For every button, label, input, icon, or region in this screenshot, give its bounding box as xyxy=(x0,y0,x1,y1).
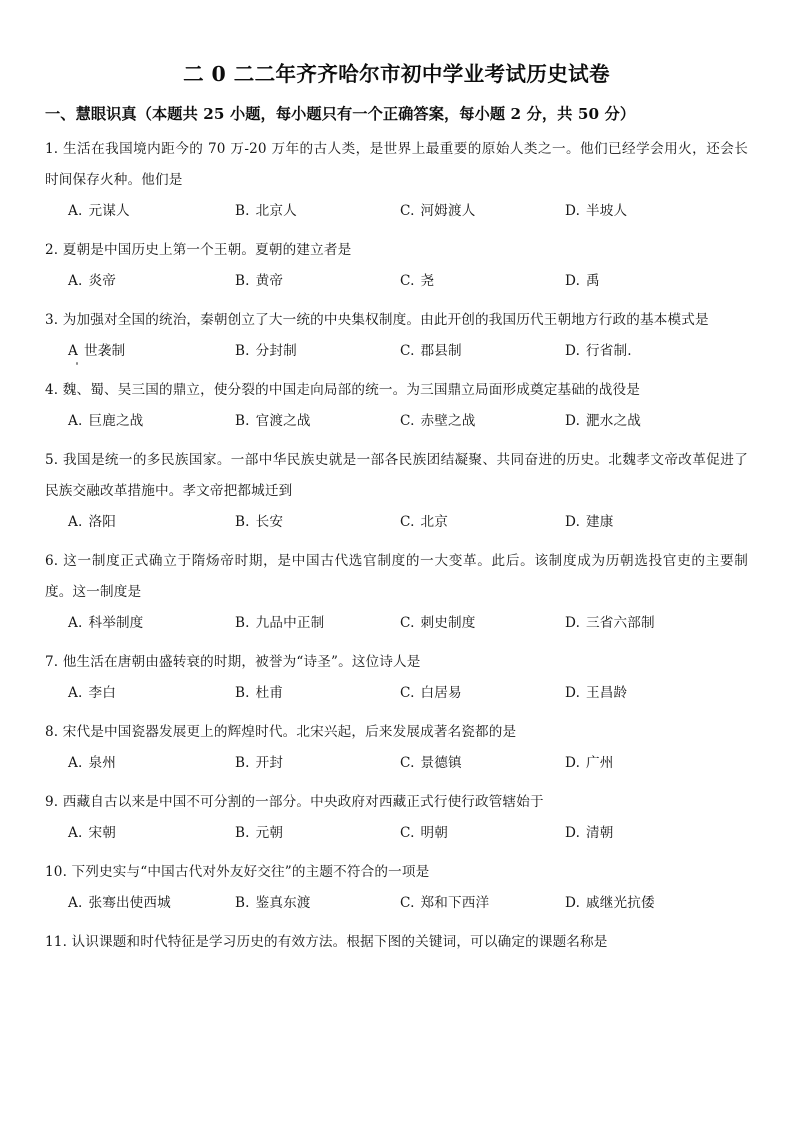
option-row xyxy=(45,266,748,297)
option-row xyxy=(45,748,748,779)
answer-option[interactable] xyxy=(565,678,627,709)
answer-option[interactable] xyxy=(565,507,614,538)
option-text: 泉州 xyxy=(88,754,116,771)
option-letter: A. xyxy=(68,824,83,841)
option-letter: B. xyxy=(235,202,250,219)
option-text: 明朝 xyxy=(420,824,449,841)
option-text: 元朝 xyxy=(255,824,284,841)
option-letter: A xyxy=(68,342,78,359)
option-letter: C. xyxy=(400,342,415,359)
option-letter: B. xyxy=(235,684,250,701)
answer-option[interactable] xyxy=(68,406,143,437)
option-letter: B. xyxy=(235,754,250,771)
option-letter: C. xyxy=(400,754,415,771)
option-text: 清朝 xyxy=(586,824,614,841)
answer-option[interactable] xyxy=(235,678,283,709)
question-item xyxy=(45,639,748,709)
option-text: 巨鹿之战 xyxy=(88,412,144,429)
option-row xyxy=(45,507,748,538)
question-stem: 5. 我国是统一的多民族国家。一部中华民族史就是一部各民族团结凝聚、共同奋进的历史。北魏孝文帝改革促进了民族交融改革措施中。孝文帝把都城迁到 xyxy=(45,451,748,499)
answer-option[interactable] xyxy=(68,608,143,639)
answer-option[interactable] xyxy=(565,608,655,639)
option-letter: C. xyxy=(400,894,415,911)
option-text: 广州 xyxy=(586,754,614,771)
option-letter: B. xyxy=(235,824,250,841)
option-row xyxy=(45,406,748,437)
option-text: 炎帝 xyxy=(88,272,116,289)
scan-artifact-dot xyxy=(76,362,78,365)
option-text: 李白 xyxy=(88,684,116,701)
question-item xyxy=(45,919,748,958)
option-row xyxy=(45,608,748,639)
option-letter: C. xyxy=(400,614,415,631)
option-letter: D. xyxy=(565,342,581,359)
option-letter: C. xyxy=(400,202,415,219)
option-text: 长安 xyxy=(255,513,284,530)
option-letter: A. xyxy=(68,272,83,289)
question-stem: 6. 这一制度正式确立于隋炀帝时期，是中国古代选官制度的一大变革。此后。该制度成为历朝选投官吏的主要制度。这一制度是 xyxy=(45,552,748,600)
option-text: 九品中正制 xyxy=(255,614,325,631)
option-text: 尧 xyxy=(420,272,435,289)
option-text: 官渡之战 xyxy=(255,412,311,429)
question-stem: 2. 夏朝是中国历史上第一个王朝。夏朝的建立者是 xyxy=(45,241,352,258)
option-text: 郡县制 xyxy=(420,342,462,359)
option-row xyxy=(45,888,748,919)
option-text: 白居易 xyxy=(420,684,462,701)
option-text: 禹 xyxy=(586,272,600,289)
option-text: 景德镇 xyxy=(420,754,462,771)
answer-option[interactable] xyxy=(235,888,311,919)
option-letter: A. xyxy=(68,684,83,701)
option-text: 戚继光抗倭 xyxy=(586,894,655,911)
option-text: 张骞出使西城 xyxy=(88,894,171,911)
option-letter: B. xyxy=(235,614,250,631)
answer-option[interactable] xyxy=(235,818,283,849)
option-text: 行省制. xyxy=(586,342,632,359)
answer-option[interactable] xyxy=(565,266,600,297)
option-text: 河姆渡人 xyxy=(420,202,476,219)
question-stem: 11. 认识课题和时代特征是学习历史的有效方法。根据下图的关键词，可以确定的课题名称是 xyxy=(45,933,608,950)
answer-option[interactable] xyxy=(68,196,130,227)
option-text: 北京人 xyxy=(255,202,297,219)
answer-option[interactable] xyxy=(68,678,116,709)
answer-option[interactable] xyxy=(565,336,632,367)
option-text: 王昌龄 xyxy=(586,684,628,701)
option-letter: D. xyxy=(565,513,581,530)
option-letter: C. xyxy=(400,824,415,841)
question-stem: 7. 他生活在唐朝由盛转衰的时期，被誉为“诗圣”。这位诗人是 xyxy=(45,653,421,670)
option-letter: B. xyxy=(235,513,250,530)
question-item xyxy=(45,297,748,367)
page-title: 二 0 二二年齐齐哈尔市初中学业考试历史试卷 xyxy=(183,62,610,86)
answer-option[interactable] xyxy=(565,818,614,849)
answer-option[interactable] xyxy=(68,266,116,297)
option-text: 三省六部制 xyxy=(586,614,655,631)
section-heading: 一、慧眼识真（本题共 25 小题，每小题只有一个正确答案，每小题 2 分，共 50 分） xyxy=(45,104,636,123)
question-stem: 9. 西藏自古以来是中国不可分割的一部分。中央政府对西藏正式行使行政管辖始于 xyxy=(45,793,544,810)
answer-option[interactable] xyxy=(68,888,171,919)
option-row xyxy=(45,678,748,709)
option-letter: B. xyxy=(235,894,250,911)
option-text: 北京 xyxy=(420,513,449,530)
option-letter: D. xyxy=(565,824,581,841)
option-letter: A. xyxy=(68,202,83,219)
option-letter: A. xyxy=(68,894,83,911)
option-letter: A. xyxy=(68,513,83,530)
answer-option[interactable] xyxy=(400,196,476,227)
option-letter: C. xyxy=(400,272,415,289)
option-letter: D. xyxy=(565,754,581,771)
answer-option[interactable] xyxy=(565,406,641,437)
answer-option[interactable] xyxy=(235,748,283,779)
answer-option[interactable] xyxy=(68,507,116,538)
question-stem: 10. 下列史实与“中国古代对外友好交往”的主题不符合的一项是 xyxy=(45,863,430,880)
option-letter: D. xyxy=(565,202,581,219)
option-text: 宋朝 xyxy=(88,824,116,841)
question-stem: 4. 魏、蜀、吴三国的鼎立，使分裂的中国走向局部的统一。为三国鼎立局面形成奠定基础的战役是 xyxy=(45,381,640,398)
answer-option[interactable] xyxy=(565,748,614,779)
option-letter: C. xyxy=(400,684,415,701)
answer-option[interactable] xyxy=(565,196,627,227)
answer-option[interactable] xyxy=(400,406,476,437)
option-text: 元谋人 xyxy=(88,202,130,219)
option-text: 分封制 xyxy=(255,342,297,359)
answer-option[interactable] xyxy=(68,748,116,779)
option-letter: C. xyxy=(400,412,415,429)
option-letter: D. xyxy=(565,684,581,701)
option-text: 黄帝 xyxy=(255,272,284,289)
answer-option[interactable] xyxy=(235,608,324,639)
answer-option[interactable] xyxy=(400,818,448,849)
question-list xyxy=(45,124,748,958)
question-stem: 1. 生活在我国境内距今的 70 万-20 万年的古人类，是世界上最重要的原始人类之一。他们已经学会用火，还会长时间保存火种。他们是 xyxy=(45,140,748,188)
option-row xyxy=(45,818,748,849)
question-item xyxy=(45,367,748,437)
option-letter: A. xyxy=(68,754,83,771)
option-row xyxy=(45,336,748,367)
answer-option[interactable] xyxy=(235,266,283,297)
option-text: 鉴真东渡 xyxy=(255,894,311,911)
paper-content xyxy=(45,0,748,958)
option-letter: D. xyxy=(565,412,581,429)
option-text: 淝水之战 xyxy=(586,412,642,429)
question-stem: 8. 宋代是中国瓷器发展更上的辉煌时代。北宋兴起，后来发展成著名瓷都的是 xyxy=(45,723,517,740)
question-item xyxy=(45,538,748,639)
option-letter: A. xyxy=(68,412,83,429)
question-stem: 3. 为加强对全国的统治，秦朝创立了大一统的中央集权制度。由此开创的我国历代王朝地方行政的基本模式是 xyxy=(45,311,709,328)
option-row xyxy=(45,196,748,227)
answer-option[interactable] xyxy=(400,888,489,919)
option-text: 半坡人 xyxy=(586,202,628,219)
answer-option[interactable] xyxy=(235,406,311,437)
option-text: 世袭制 xyxy=(83,342,126,359)
option-text: 洛阳 xyxy=(88,513,116,530)
option-text: 建康 xyxy=(586,513,614,530)
question-item xyxy=(45,124,748,227)
question-item xyxy=(45,849,748,919)
answer-option[interactable] xyxy=(400,608,476,639)
answer-option[interactable] xyxy=(400,678,462,709)
answer-option[interactable] xyxy=(400,336,462,367)
option-text: 科举制度 xyxy=(88,614,144,631)
question-item xyxy=(45,227,748,297)
option-letter: B. xyxy=(235,272,250,289)
option-letter: D. xyxy=(565,272,581,289)
option-text: 刺史制度 xyxy=(420,614,476,631)
answer-option[interactable] xyxy=(400,266,434,297)
option-letter: A. xyxy=(68,614,83,631)
option-letter: B. xyxy=(235,412,250,429)
option-text: 开封 xyxy=(255,754,284,771)
option-letter: D. xyxy=(565,614,581,631)
question-item xyxy=(45,437,748,538)
answer-option[interactable] xyxy=(235,336,297,367)
answer-option[interactable] xyxy=(235,507,283,538)
option-text: 郑和下西洋 xyxy=(420,894,490,911)
answer-option[interactable] xyxy=(400,748,462,779)
answer-option[interactable] xyxy=(235,196,297,227)
question-item xyxy=(45,779,748,849)
answer-option[interactable] xyxy=(400,507,448,538)
option-letter: C. xyxy=(400,513,415,530)
option-text: 杜甫 xyxy=(255,684,284,701)
answer-option[interactable] xyxy=(68,818,116,849)
option-letter: B. xyxy=(235,342,250,359)
answer-option[interactable] xyxy=(565,888,655,919)
option-text: 赤壁之战 xyxy=(420,412,476,429)
option-letter: D. xyxy=(565,894,581,911)
question-item xyxy=(45,709,748,779)
